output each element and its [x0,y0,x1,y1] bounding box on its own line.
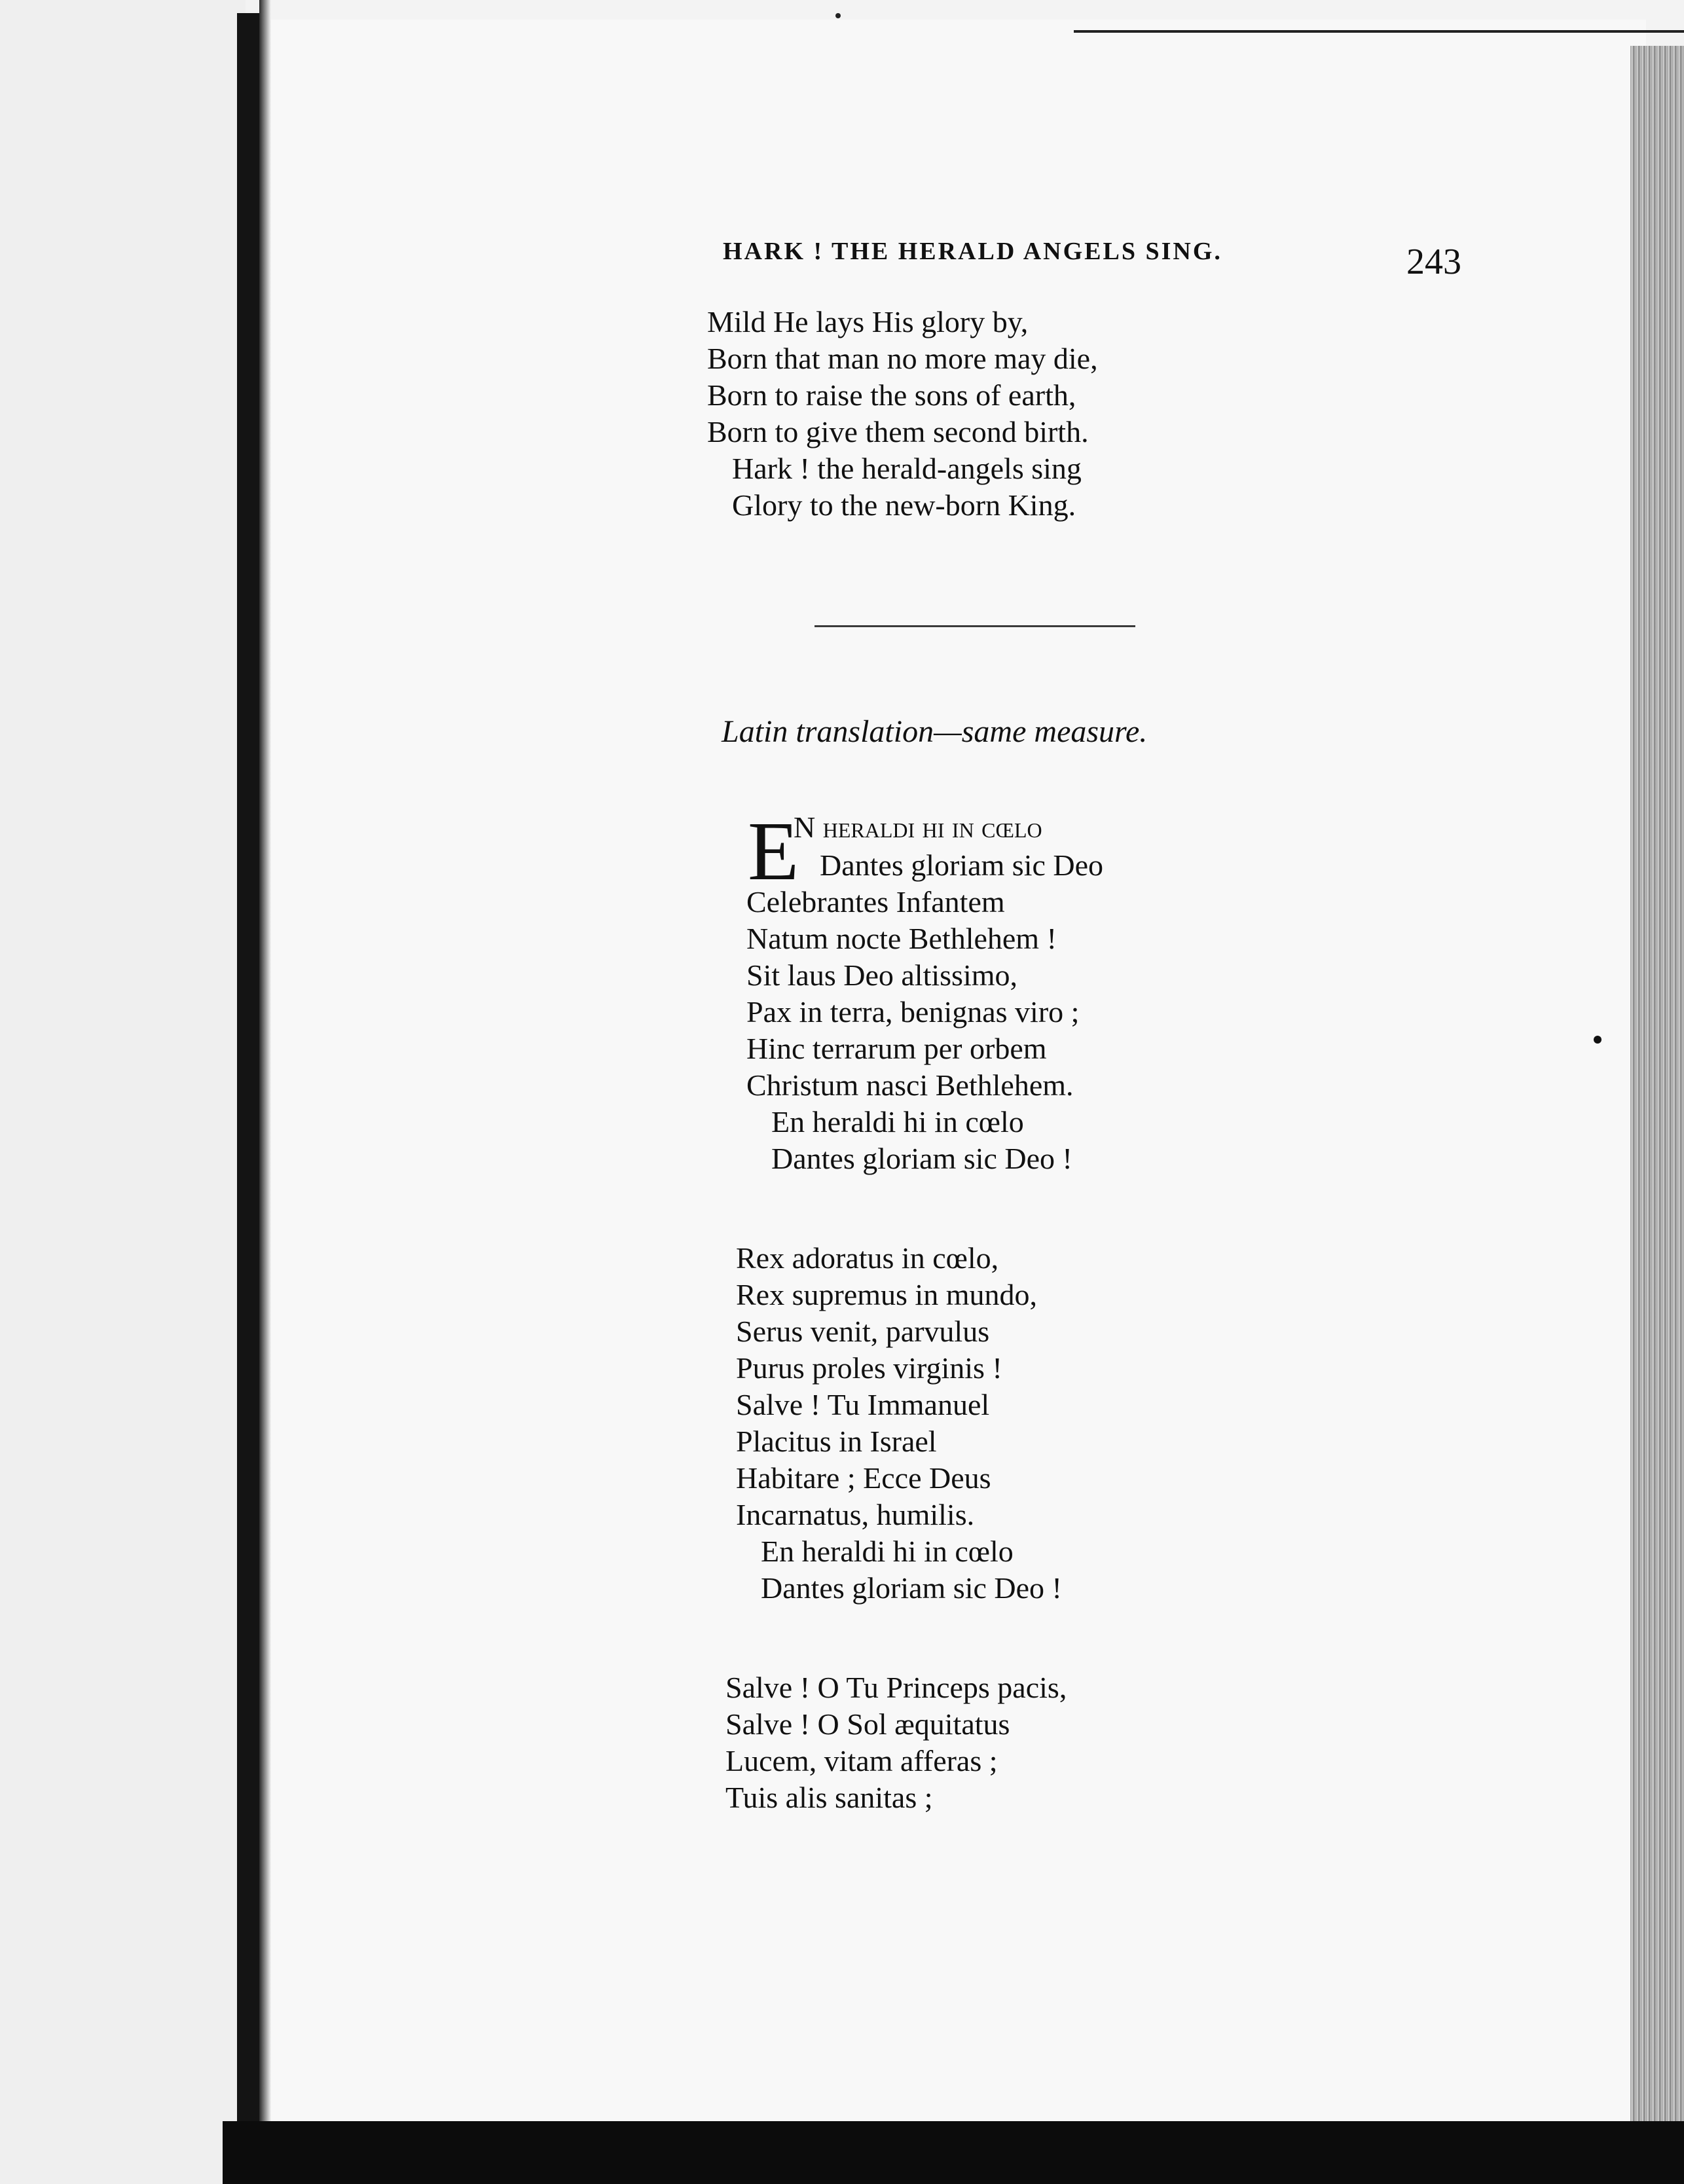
verse-line: Incarnatus, humilis. [736,1498,975,1531]
verse-line: Habitare ; Ecce Deus [736,1461,991,1495]
page-number: 243 [1406,242,1461,282]
verse-line: Natum nocte Bethlehem ! [746,922,1057,955]
verse-line: Salve ! O Sol æquitatus [725,1707,1010,1741]
verse-line: Lucem, vitam afferas ; [725,1744,998,1777]
left-page-margin [0,0,246,2184]
refrain-line: Glory to the new-born King. [732,488,1076,522]
verse-line: Born to raise the sons of earth, [707,378,1076,412]
scan-speck [835,13,841,18]
refrain-line: Hark ! the herald-angels sing [732,452,1082,485]
verse-line: Purus proles virginis ! [736,1351,1002,1385]
book-gutter [237,13,259,2121]
refrain-line: Dantes gloriam sic Deo ! [771,1142,1072,1175]
verse-line: Tuis alis sanitas ; [725,1781,933,1814]
verse-line: Sit laus Deo altissimo, [746,958,1017,992]
latin-stanza-1-second-line [820,847,1103,884]
verse-line: Hinc terrarum per orbem [746,1032,1047,1065]
refrain-line: En heraldi hi in cœlo [771,1105,1024,1138]
verse-line: Rex adoratus in cœlo, [736,1241,999,1275]
verse-line: Dantes gloriam sic Deo [820,848,1104,882]
section-divider [815,625,1135,627]
latin-stanza-2 [736,1240,1062,1607]
running-header: HARK ! THE HERALD ANGELS SING. [723,238,1222,265]
verse-line: Placitus in Israel [736,1425,937,1458]
gutter-shadow [259,0,271,2134]
latin-stanza-3 [725,1669,1067,1816]
first-line-rest: N heraldi hi in cœlo [794,810,1042,844]
verse-line: Serus venit, parvulus [736,1315,990,1348]
verse-line: Celebrantes Infantem [746,885,1005,919]
verse-line: Pax in terra, benignas viro ; [746,995,1080,1028]
scan-top-edge [1074,30,1684,33]
latin-stanza-1 [746,884,1079,1177]
english-stanza [707,304,1098,524]
verse-line: Salve ! O Tu Princeps pacis, [725,1671,1067,1704]
scan-bottom-border [223,2121,1684,2184]
refrain-line: Dantes gloriam sic Deo ! [761,1571,1062,1605]
verse-line: Mild He lays His glory by, [707,305,1029,338]
verse-line: Rex supremus in mundo, [736,1278,1037,1311]
latin-heading: Latin translation—same measure. [722,714,1148,749]
drop-cap: E [748,805,799,898]
verse-line: Born that man no more may die, [707,342,1098,375]
verse-line: Born to give them second birth. [707,415,1089,448]
scan-speck [1594,1036,1602,1044]
verse-line: Salve ! Tu Immanuel [736,1388,990,1421]
page-edges [1630,46,1684,2128]
refrain-line: En heraldi hi in cœlo [761,1535,1014,1568]
verse-line: Christum nasci Bethlehem. [746,1068,1074,1102]
